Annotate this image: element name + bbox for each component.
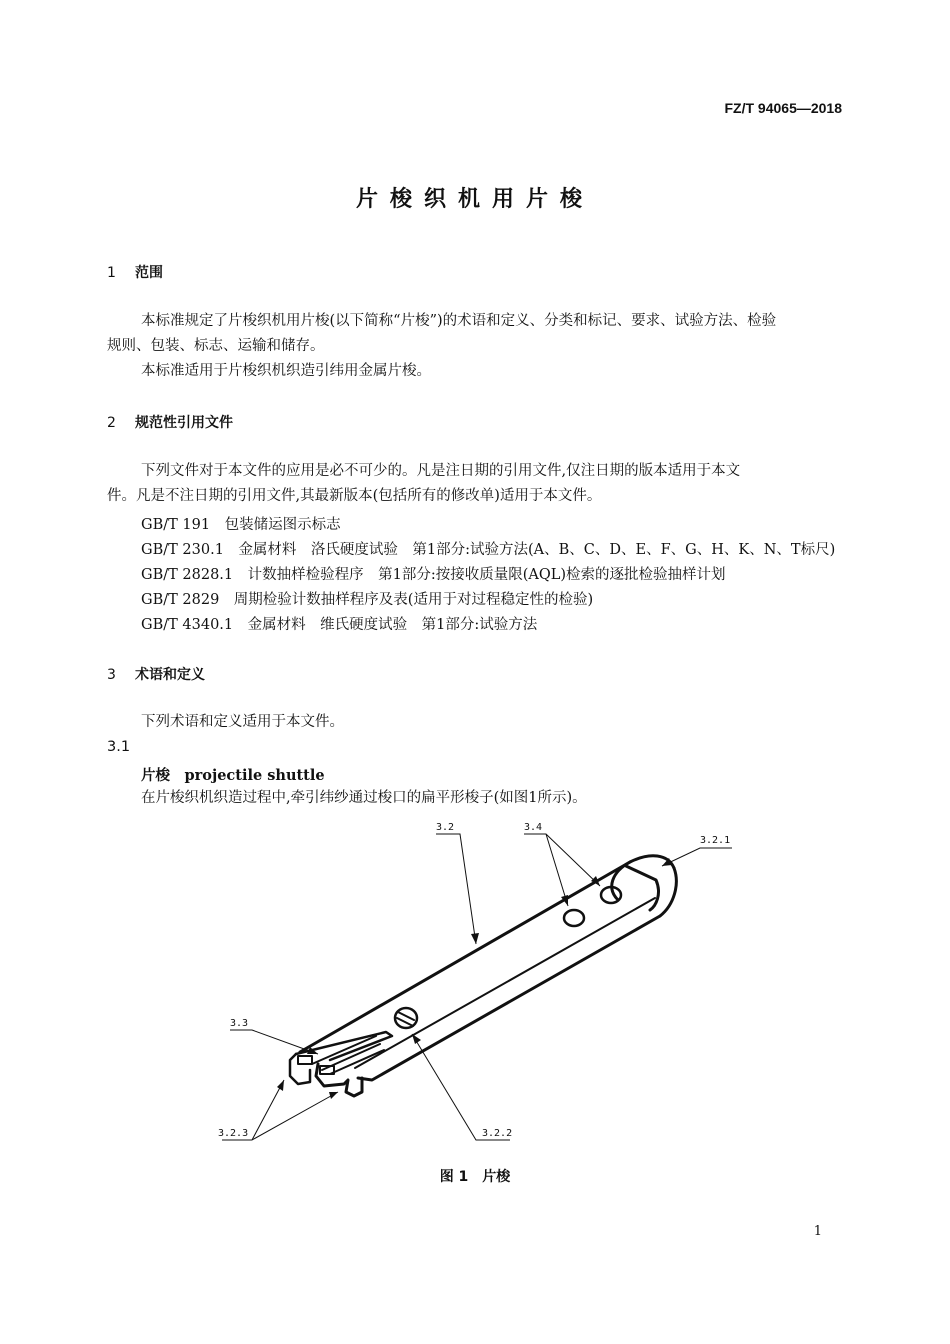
leader-3-4: [524, 834, 600, 906]
label-3-2-2: 3.2.2: [482, 1128, 513, 1139]
reference-item: GB/T 4340.1 金属材料 维氏硬度试验 第1部分:试验方法: [141, 617, 538, 633]
arrowhead: [277, 1080, 284, 1091]
normative-intro-line2: 件。凡是不注日期的引用文件,其最新版本(包括所有的修改单)适用于本文件。: [107, 488, 602, 504]
section-title: 规范性引用文件: [135, 415, 233, 431]
term-definition: 在片梭织机织造过程中,牵引纬纱通过梭口的扁平形梭子(如图1所示)。: [141, 790, 587, 806]
reference-item: GB/T 191 包装储运图示标志: [141, 517, 341, 533]
label-3-3: 3.3: [230, 1018, 249, 1029]
section-number: 2: [107, 415, 116, 431]
arrowhead: [412, 1034, 421, 1044]
page-number: 1: [813, 1224, 822, 1239]
section-title: 范围: [135, 265, 163, 281]
figure-projectile-shuttle: [0, 810, 950, 1160]
scope-paragraph-line1: 本标准规定了片梭织机用片梭(以下简称“片梭”)的术语和定义、分类和标记、要求、试验方法、检验: [141, 313, 777, 329]
section-number: 1: [107, 265, 116, 281]
tip-hole: [564, 910, 584, 926]
term-en: projectile shuttle: [184, 767, 325, 784]
label-3-4: 3.4: [524, 822, 543, 833]
tip-recess: [626, 866, 658, 910]
shuttle-lower-face: [355, 898, 655, 1068]
term-heading: [141, 764, 325, 785]
clause-number: 3.1: [107, 739, 131, 755]
shuttle-bottom-edge: [358, 916, 660, 1080]
section-title: 术语和定义: [135, 667, 205, 683]
reference-item: GB/T 230.1 金属材料 洛氏硬度试验 第1部分:试验方法(A、B、C、D、E、F、G、H、K、N、T标尺): [141, 542, 836, 558]
shuttle-top-edge: [300, 856, 674, 1052]
section-1-heading: [107, 262, 163, 282]
reference-item: GB/T 2828.1 计数抽样检验程序 第1部分:按接收质量限(AQL)检索的逐批检验抽样计划: [141, 567, 726, 583]
gripper-jaw: [290, 1054, 310, 1084]
normative-intro-line1: 下列文件对于本文件的应用是必不可少的。凡是注日期的引用文件,仅注日期的版本适用于本文: [141, 463, 741, 479]
scope-paragraph-2: 本标准适用于片梭织机织造引纬用金属片梭。: [141, 363, 431, 379]
scope-paragraph-line2: 规则、包装、标志、运输和储存。: [107, 338, 325, 354]
section-number: 3: [107, 667, 116, 683]
term-cn: 片梭: [141, 767, 170, 784]
label-3-2-3: 3.2.3: [218, 1128, 249, 1139]
label-3-2: 3.2: [436, 822, 455, 833]
section-2-heading: [107, 412, 233, 432]
arrowhead: [471, 933, 479, 944]
leader-3-2: [436, 834, 476, 944]
screw-slot: [397, 1012, 414, 1026]
terms-intro: 下列术语和定义适用于本文件。: [141, 714, 344, 730]
shuttle-drawing: [290, 856, 676, 1096]
section-3-heading: [107, 664, 205, 684]
reference-item: GB/T 2829 周期检验计数抽样程序及表(适用于对过程稳定性的检验): [141, 592, 594, 608]
gripper-block: [298, 1056, 312, 1064]
shuttle-tip: [660, 868, 676, 916]
label-3-2-1: 3.2.1: [700, 835, 731, 846]
document-title: 片梭织机用片梭: [355, 187, 594, 212]
figure-caption: 图 1 片梭: [439, 1169, 511, 1185]
arrowhead: [329, 1092, 338, 1099]
standard-code: FZ/T 94065—2018: [724, 100, 842, 116]
